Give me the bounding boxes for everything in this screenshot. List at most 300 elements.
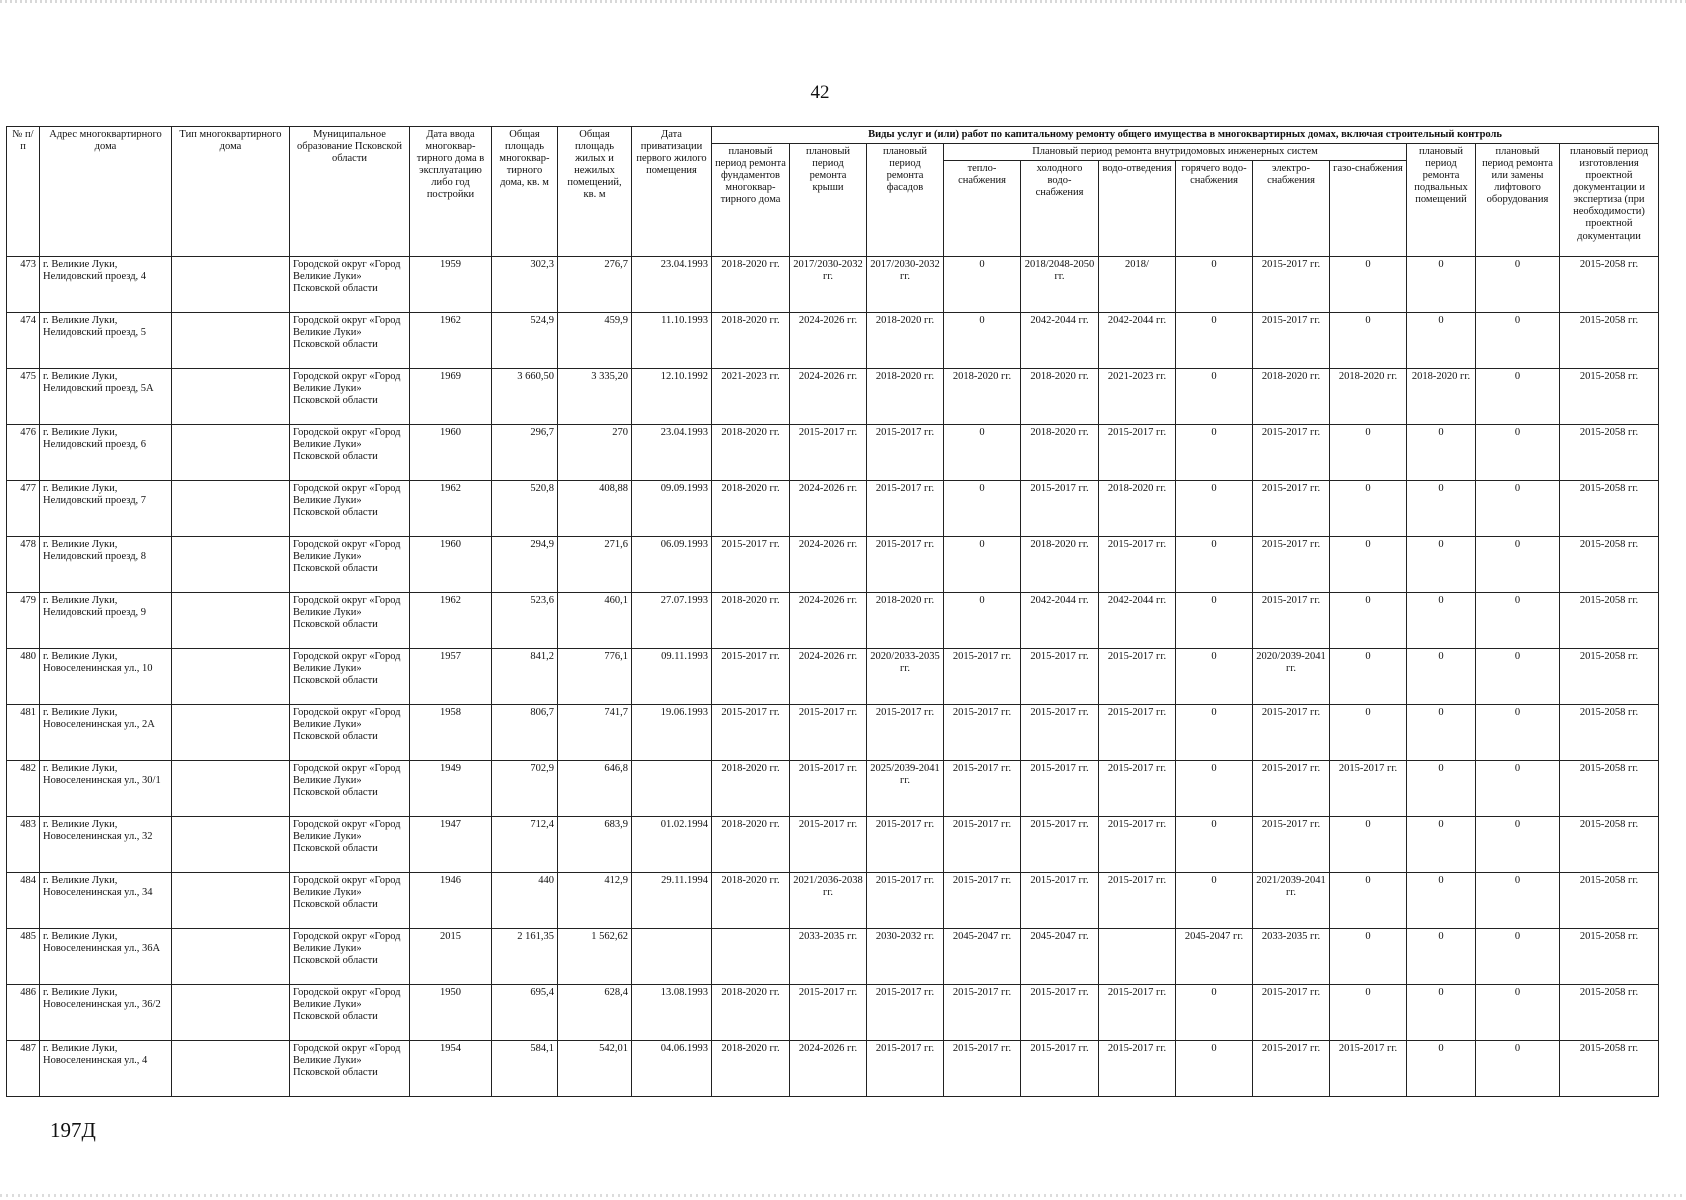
row-basement-period: 0 (1407, 873, 1476, 929)
row-roof-period: 2015-2017 гг. (790, 761, 867, 817)
table-row (7, 593, 1659, 649)
row-facade-period: 2018-2020 гг. (867, 313, 944, 369)
row-foundation-period: 2018-2020 гг. (712, 257, 790, 313)
row-roof-period: 2015-2017 гг. (790, 985, 867, 1041)
row-roof-period: 2021/2036-2038 гг. (790, 873, 867, 929)
row-sewage-period: 2015-2017 гг. (1099, 985, 1176, 1041)
row-elevator-period: 0 (1476, 873, 1560, 929)
header-elevator: плановый период ремонта или замены лифтового оборудования (1476, 144, 1560, 257)
row-total-area: 695,4 (492, 985, 558, 1041)
row-gas-period: 0 (1330, 873, 1407, 929)
row-privatization-date: 09.09.1993 (632, 481, 712, 537)
row-privatization-date: 06.09.1993 (632, 537, 712, 593)
row-facade-period: 2015-2017 гг. (867, 985, 944, 1041)
row-elevator-period: 0 (1476, 929, 1560, 985)
table-row (7, 257, 1659, 313)
row-commission-year: 1949 (410, 761, 492, 817)
header-facade: плановый период ремонта фасадов (867, 144, 944, 257)
row-hot-water-period: 0 (1176, 481, 1253, 537)
table-row (7, 817, 1659, 873)
document-code: 197Д (50, 1118, 96, 1142)
row-gas-period: 2015-2017 гг. (1330, 1041, 1407, 1097)
table-row (7, 761, 1659, 817)
row-commission-year: 1960 (410, 425, 492, 481)
row-facade-period: 2030-2032 гг. (867, 929, 944, 985)
row-cold-water-period: 2015-2017 гг. (1021, 873, 1099, 929)
row-design-docs-period: 2015-2058 гг. (1560, 817, 1659, 873)
row-electric-period: 2015-2017 гг. (1253, 313, 1330, 369)
row-commission-year: 1957 (410, 649, 492, 705)
row-hot-water-period: 0 (1176, 313, 1253, 369)
table-row (7, 873, 1659, 929)
row-hot-water-period: 0 (1176, 873, 1253, 929)
row-address: г. Великие Луки, Нелидовский проезд, 7 (40, 481, 172, 537)
row-gas-period: 0 (1330, 481, 1407, 537)
row-basement-period: 0 (1407, 1041, 1476, 1097)
row-hot-water-period: 0 (1176, 537, 1253, 593)
header-house-type: Тип многоквартирного дома (172, 127, 290, 257)
row-hot-water-period: 0 (1176, 649, 1253, 705)
row-number: 482 (7, 761, 40, 817)
row-roof-period: 2024-2026 гг. (790, 649, 867, 705)
page-number: 42 (810, 82, 830, 103)
row-living-area: 460,1 (558, 593, 632, 649)
row-commission-year: 1962 (410, 481, 492, 537)
row-address: г. Великие Луки, Нелидовский проезд, 5 (40, 313, 172, 369)
row-foundation-period: 2018-2020 гг. (712, 481, 790, 537)
row-commission-year: 2015 (410, 929, 492, 985)
row-foundation-period: 2015-2017 гг. (712, 649, 790, 705)
row-address: г. Великие Луки, Нелидовский проезд, 9 (40, 593, 172, 649)
row-cold-water-period: 2045-2047 гг. (1021, 929, 1099, 985)
row-number: 474 (7, 313, 40, 369)
header-address: Адрес многоквартирного дома (40, 127, 172, 257)
row-total-area: 702,9 (492, 761, 558, 817)
row-roof-period: 2024-2026 гг. (790, 369, 867, 425)
row-elevator-period: 0 (1476, 537, 1560, 593)
row-electric-period: 2015-2017 гг. (1253, 817, 1330, 873)
row-foundation-period: 2018-2020 гг. (712, 817, 790, 873)
row-foundation-period: 2015-2017 гг. (712, 705, 790, 761)
row-facade-period: 2015-2017 гг. (867, 1041, 944, 1097)
row-total-area: 2 161,35 (492, 929, 558, 985)
row-roof-period: 2024-2026 гг. (790, 481, 867, 537)
row-living-area: 683,9 (558, 817, 632, 873)
row-municipality: Городской округ «Город Великие Луки» Псковской области (290, 425, 410, 481)
row-total-area: 302,3 (492, 257, 558, 313)
row-heat-period: 0 (944, 313, 1021, 369)
row-hot-water-period: 0 (1176, 705, 1253, 761)
row-address: г. Великие Луки, Новоселенинская ул., 2А (40, 705, 172, 761)
row-facade-period: 2020/2033-2035 гг. (867, 649, 944, 705)
row-facade-period: 2025/2039-2041 гг. (867, 761, 944, 817)
row-total-area: 584,1 (492, 1041, 558, 1097)
row-municipality: Городской округ «Город Великие Луки» Псковской области (290, 649, 410, 705)
row-municipality: Городской округ «Город Великие Луки» Псковской области (290, 369, 410, 425)
row-heat-period: 2015-2017 гг. (944, 761, 1021, 817)
row-municipality: Городской округ «Город Великие Луки» Псковской области (290, 873, 410, 929)
row-living-area: 408,88 (558, 481, 632, 537)
row-living-area: 270 (558, 425, 632, 481)
scan-edge-bottom (0, 1194, 1686, 1197)
row-gas-period: 0 (1330, 817, 1407, 873)
row-total-area: 440 (492, 873, 558, 929)
row-address: г. Великие Луки, Новоселенинская ул., 30/1 (40, 761, 172, 817)
row-total-area: 712,4 (492, 817, 558, 873)
row-number: 477 (7, 481, 40, 537)
table-row (7, 705, 1659, 761)
row-roof-period: 2017/2030-2032 гг. (790, 257, 867, 313)
row-living-area: 276,7 (558, 257, 632, 313)
row-electric-period: 2015-2017 гг. (1253, 593, 1330, 649)
row-roof-period: 2024-2026 гг. (790, 537, 867, 593)
row-roof-period: 2024-2026 гг. (790, 1041, 867, 1097)
header-privatization-date: Дата приватизации первого жилого помещения (632, 127, 712, 257)
row-electric-period: 2018-2020 гг. (1253, 369, 1330, 425)
row-facade-period: 2018-2020 гг. (867, 369, 944, 425)
header-living-area: Общая площадь жилых и нежилых помещений, кв. м (558, 127, 632, 257)
row-design-docs-period: 2015-2058 гг. (1560, 761, 1659, 817)
row-total-area: 296,7 (492, 425, 558, 481)
row-address: г. Великие Луки, Новоселенинская ул., 36/2 (40, 985, 172, 1041)
row-design-docs-period: 2015-2058 гг. (1560, 873, 1659, 929)
row-basement-period: 0 (1407, 705, 1476, 761)
row-privatization-date: 12.10.1992 (632, 369, 712, 425)
row-living-area: 542,01 (558, 1041, 632, 1097)
row-privatization-date: 23.04.1993 (632, 425, 712, 481)
row-sewage-period: 2015-2017 гг. (1099, 425, 1176, 481)
row-house-type (172, 705, 290, 761)
row-foundation-period: 2021-2023 гг. (712, 369, 790, 425)
row-basement-period: 0 (1407, 985, 1476, 1041)
row-hot-water-period: 0 (1176, 761, 1253, 817)
row-heat-period: 2015-2017 гг. (944, 649, 1021, 705)
table-row (7, 481, 1659, 537)
row-gas-period: 0 (1330, 257, 1407, 313)
row-commission-year: 1946 (410, 873, 492, 929)
row-cold-water-period: 2015-2017 гг. (1021, 817, 1099, 873)
row-basement-period: 0 (1407, 481, 1476, 537)
row-basement-period: 0 (1407, 649, 1476, 705)
header-engineering-group: Плановый период ремонта внутридомовых инженерных систем (944, 144, 1407, 161)
header-services-group: Виды услуг и (или) работ по капитальному ремонту общего имущества в многоквартирных домах, включая строительный контроль (712, 127, 1659, 144)
row-commission-year: 1954 (410, 1041, 492, 1097)
header-basement: плановый период ремонта подвальных помещений (1407, 144, 1476, 257)
row-design-docs-period: 2015-2058 гг. (1560, 313, 1659, 369)
row-design-docs-period: 2015-2058 гг. (1560, 1041, 1659, 1097)
row-electric-period: 2015-2017 гг. (1253, 1041, 1330, 1097)
header-electric: электро-снабжения (1253, 161, 1330, 257)
row-privatization-date: 13.08.1993 (632, 985, 712, 1041)
row-address: г. Великие Луки, Новоселенинская ул., 34 (40, 873, 172, 929)
header-municipality: Муниципальное образование Псковской области (290, 127, 410, 257)
row-design-docs-period: 2015-2058 гг. (1560, 257, 1659, 313)
row-electric-period: 2015-2017 гг. (1253, 985, 1330, 1041)
row-cold-water-period: 2018-2020 гг. (1021, 369, 1099, 425)
row-cold-water-period: 2015-2017 гг. (1021, 1041, 1099, 1097)
row-address: г. Великие Луки, Нелидовский проезд, 4 (40, 257, 172, 313)
row-house-type (172, 257, 290, 313)
row-living-area: 271,6 (558, 537, 632, 593)
row-commission-year: 1959 (410, 257, 492, 313)
row-design-docs-period: 2015-2058 гг. (1560, 481, 1659, 537)
row-commission-year: 1950 (410, 985, 492, 1041)
row-foundation-period (712, 929, 790, 985)
row-foundation-period: 2018-2020 гг. (712, 761, 790, 817)
row-municipality: Городской округ «Город Великие Луки» Псковской области (290, 481, 410, 537)
header-sewage: водо-отведения (1099, 161, 1176, 257)
row-house-type (172, 369, 290, 425)
row-gas-period: 2015-2017 гг. (1330, 761, 1407, 817)
row-number: 473 (7, 257, 40, 313)
row-design-docs-period: 2015-2058 гг. (1560, 425, 1659, 481)
row-foundation-period: 2018-2020 гг. (712, 1041, 790, 1097)
row-elevator-period: 0 (1476, 369, 1560, 425)
row-address: г. Великие Луки, Нелидовский проезд, 6 (40, 425, 172, 481)
header-foundation: плановый период ремонта фундаментов многоквар-тирного дома (712, 144, 790, 257)
row-design-docs-period: 2015-2058 гг. (1560, 705, 1659, 761)
header-design-docs: плановый период изготовления проектной документации и экспертиза (при необходимости) проектной документации (1560, 144, 1659, 257)
row-number: 487 (7, 1041, 40, 1097)
row-total-area: 841,2 (492, 649, 558, 705)
row-electric-period: 2021/2039-2041 гг. (1253, 873, 1330, 929)
row-heat-period: 0 (944, 257, 1021, 313)
row-living-area: 628,4 (558, 985, 632, 1041)
row-hot-water-period: 0 (1176, 817, 1253, 873)
row-number: 485 (7, 929, 40, 985)
row-hot-water-period: 0 (1176, 1041, 1253, 1097)
row-heat-period: 2018-2020 гг. (944, 369, 1021, 425)
table-body (7, 257, 1659, 1097)
row-privatization-date: 27.07.1993 (632, 593, 712, 649)
row-foundation-period: 2018-2020 гг. (712, 425, 790, 481)
row-heat-period: 0 (944, 425, 1021, 481)
row-design-docs-period: 2015-2058 гг. (1560, 593, 1659, 649)
row-basement-period: 2018-2020 гг. (1407, 369, 1476, 425)
row-cold-water-period: 2015-2017 гг. (1021, 481, 1099, 537)
row-total-area: 294,9 (492, 537, 558, 593)
row-municipality: Городской округ «Город Великие Луки» Псковской области (290, 257, 410, 313)
header-num: № п/п (7, 127, 40, 257)
row-hot-water-period: 0 (1176, 369, 1253, 425)
row-living-area: 741,7 (558, 705, 632, 761)
row-commission-year: 1962 (410, 593, 492, 649)
row-sewage-period: 2018-2020 гг. (1099, 481, 1176, 537)
row-privatization-date: 01.02.1994 (632, 817, 712, 873)
row-number: 476 (7, 425, 40, 481)
table-row (7, 369, 1659, 425)
row-sewage-period: 2015-2017 гг. (1099, 761, 1176, 817)
row-living-area: 459,9 (558, 313, 632, 369)
table-row (7, 313, 1659, 369)
row-gas-period: 0 (1330, 929, 1407, 985)
row-number: 480 (7, 649, 40, 705)
row-roof-period: 2024-2026 гг. (790, 313, 867, 369)
row-total-area: 520,8 (492, 481, 558, 537)
row-sewage-period: 2015-2017 гг. (1099, 817, 1176, 873)
row-facade-period: 2015-2017 гг. (867, 873, 944, 929)
row-design-docs-period: 2015-2058 гг. (1560, 929, 1659, 985)
row-foundation-period: 2018-2020 гг. (712, 313, 790, 369)
row-house-type (172, 425, 290, 481)
row-electric-period: 2015-2017 гг. (1253, 257, 1330, 313)
row-hot-water-period: 0 (1176, 985, 1253, 1041)
row-municipality: Городской округ «Город Великие Луки» Псковской области (290, 929, 410, 985)
row-sewage-period: 2015-2017 гг. (1099, 1041, 1176, 1097)
row-commission-year: 1947 (410, 817, 492, 873)
header-total-area: Общая площадь многоквар-тирного дома, кв. м (492, 127, 558, 257)
row-elevator-period: 0 (1476, 1041, 1560, 1097)
row-gas-period: 2018-2020 гг. (1330, 369, 1407, 425)
row-facade-period: 2015-2017 гг. (867, 537, 944, 593)
row-living-area: 412,9 (558, 873, 632, 929)
table-row (7, 425, 1659, 481)
header-roof: плановый период ремонта крыши (790, 144, 867, 257)
row-total-area: 806,7 (492, 705, 558, 761)
row-sewage-period: 2015-2017 гг. (1099, 649, 1176, 705)
row-sewage-period: 2015-2017 гг. (1099, 537, 1176, 593)
row-privatization-date: 19.06.1993 (632, 705, 712, 761)
row-house-type (172, 537, 290, 593)
row-number: 478 (7, 537, 40, 593)
row-cold-water-period: 2015-2017 гг. (1021, 705, 1099, 761)
header-hot-water: горячего водо-снабжения (1176, 161, 1253, 257)
row-basement-period: 0 (1407, 593, 1476, 649)
row-cold-water-period: 2018-2020 гг. (1021, 425, 1099, 481)
row-design-docs-period: 2015-2058 гг. (1560, 369, 1659, 425)
row-house-type (172, 313, 290, 369)
table-row (7, 1041, 1659, 1097)
row-municipality: Городской округ «Город Великие Луки» Псковской области (290, 313, 410, 369)
row-sewage-period: 2018/ (1099, 257, 1176, 313)
row-privatization-date: 04.06.1993 (632, 1041, 712, 1097)
row-address: г. Великие Луки, Нелидовский проезд, 8 (40, 537, 172, 593)
row-sewage-period: 2042-2044 гг. (1099, 313, 1176, 369)
header-heat: тепло-снабжения (944, 161, 1021, 257)
row-elevator-period: 0 (1476, 425, 1560, 481)
row-house-type (172, 481, 290, 537)
row-heat-period: 0 (944, 593, 1021, 649)
row-elevator-period: 0 (1476, 257, 1560, 313)
row-sewage-period: 2042-2044 гг. (1099, 593, 1176, 649)
row-cold-water-period: 2018/2048-2050 гг. (1021, 257, 1099, 313)
row-privatization-date (632, 929, 712, 985)
table-row (7, 985, 1659, 1041)
row-roof-period: 2015-2017 гг. (790, 705, 867, 761)
row-address: г. Великие Луки, Новоселенинская ул., 36А (40, 929, 172, 985)
row-sewage-period: 2015-2017 гг. (1099, 705, 1176, 761)
row-electric-period: 2015-2017 гг. (1253, 705, 1330, 761)
header-commission-date: Дата ввода многоквар-тирного дома в эксплуатацию либо год постройки (410, 127, 492, 257)
row-elevator-period: 0 (1476, 817, 1560, 873)
row-total-area: 523,6 (492, 593, 558, 649)
row-commission-year: 1960 (410, 537, 492, 593)
row-gas-period: 0 (1330, 705, 1407, 761)
row-heat-period: 0 (944, 537, 1021, 593)
row-electric-period: 2015-2017 гг. (1253, 761, 1330, 817)
row-heat-period: 2015-2017 гг. (944, 705, 1021, 761)
row-number: 479 (7, 593, 40, 649)
row-commission-year: 1958 (410, 705, 492, 761)
row-roof-period: 2015-2017 гг. (790, 817, 867, 873)
row-facade-period: 2018-2020 гг. (867, 593, 944, 649)
row-electric-period: 2015-2017 гг. (1253, 537, 1330, 593)
row-basement-period: 0 (1407, 817, 1476, 873)
row-address: г. Великие Луки, Новоселенинская ул., 4 (40, 1041, 172, 1097)
row-roof-period: 2024-2026 гг. (790, 593, 867, 649)
row-hot-water-period: 0 (1176, 593, 1253, 649)
row-facade-period: 2015-2017 гг. (867, 425, 944, 481)
row-basement-period: 0 (1407, 425, 1476, 481)
row-heat-period: 2045-2047 гг. (944, 929, 1021, 985)
row-cold-water-period: 2018-2020 гг. (1021, 537, 1099, 593)
row-privatization-date: 29.11.1994 (632, 873, 712, 929)
row-hot-water-period: 0 (1176, 425, 1253, 481)
row-elevator-period: 0 (1476, 705, 1560, 761)
row-living-area: 3 335,20 (558, 369, 632, 425)
row-elevator-period: 0 (1476, 761, 1560, 817)
row-gas-period: 0 (1330, 649, 1407, 705)
row-facade-period: 2015-2017 гг. (867, 481, 944, 537)
row-roof-period: 2015-2017 гг. (790, 425, 867, 481)
row-foundation-period: 2018-2020 гг. (712, 985, 790, 1041)
row-address: г. Великие Луки, Новоселенинская ул., 32 (40, 817, 172, 873)
row-hot-water-period: 0 (1176, 257, 1253, 313)
row-heat-period: 2015-2017 гг. (944, 985, 1021, 1041)
row-elevator-period: 0 (1476, 593, 1560, 649)
row-design-docs-period: 2015-2058 гг. (1560, 649, 1659, 705)
row-commission-year: 1969 (410, 369, 492, 425)
row-privatization-date (632, 761, 712, 817)
row-privatization-date: 23.04.1993 (632, 257, 712, 313)
row-elevator-period: 0 (1476, 313, 1560, 369)
row-house-type (172, 929, 290, 985)
row-number: 484 (7, 873, 40, 929)
row-elevator-period: 0 (1476, 481, 1560, 537)
row-facade-period: 2015-2017 гг. (867, 817, 944, 873)
row-municipality: Городской округ «Город Великие Луки» Псковской области (290, 985, 410, 1041)
row-total-area: 3 660,50 (492, 369, 558, 425)
row-design-docs-period: 2015-2058 гг. (1560, 985, 1659, 1041)
row-basement-period: 0 (1407, 313, 1476, 369)
row-gas-period: 0 (1330, 537, 1407, 593)
table-row (7, 929, 1659, 985)
row-electric-period: 2020/2039-2041 гг. (1253, 649, 1330, 705)
row-electric-period: 2015-2017 гг. (1253, 425, 1330, 481)
row-address: г. Великие Луки, Нелидовский проезд, 5А (40, 369, 172, 425)
row-number: 483 (7, 817, 40, 873)
row-commission-year: 1962 (410, 313, 492, 369)
row-house-type (172, 761, 290, 817)
housing-register-table (6, 126, 1659, 1097)
row-number: 481 (7, 705, 40, 761)
row-elevator-period: 0 (1476, 649, 1560, 705)
row-cold-water-period: 2015-2017 гг. (1021, 761, 1099, 817)
header-cold-water: холодного водо-снабжения (1021, 161, 1099, 257)
row-privatization-date: 09.11.1993 (632, 649, 712, 705)
row-municipality: Городской округ «Город Великие Луки» Псковской области (290, 1041, 410, 1097)
row-cold-water-period: 2015-2017 гг. (1021, 985, 1099, 1041)
scan-edge-top (0, 0, 1686, 3)
row-foundation-period: 2018-2020 гг. (712, 873, 790, 929)
row-municipality: Городской округ «Город Великие Луки» Псковской области (290, 593, 410, 649)
row-elevator-period: 0 (1476, 985, 1560, 1041)
row-address: г. Великие Луки, Новоселенинская ул., 10 (40, 649, 172, 705)
row-gas-period: 0 (1330, 425, 1407, 481)
row-house-type (172, 817, 290, 873)
row-house-type (172, 1041, 290, 1097)
row-sewage-period: 2021-2023 гг. (1099, 369, 1176, 425)
